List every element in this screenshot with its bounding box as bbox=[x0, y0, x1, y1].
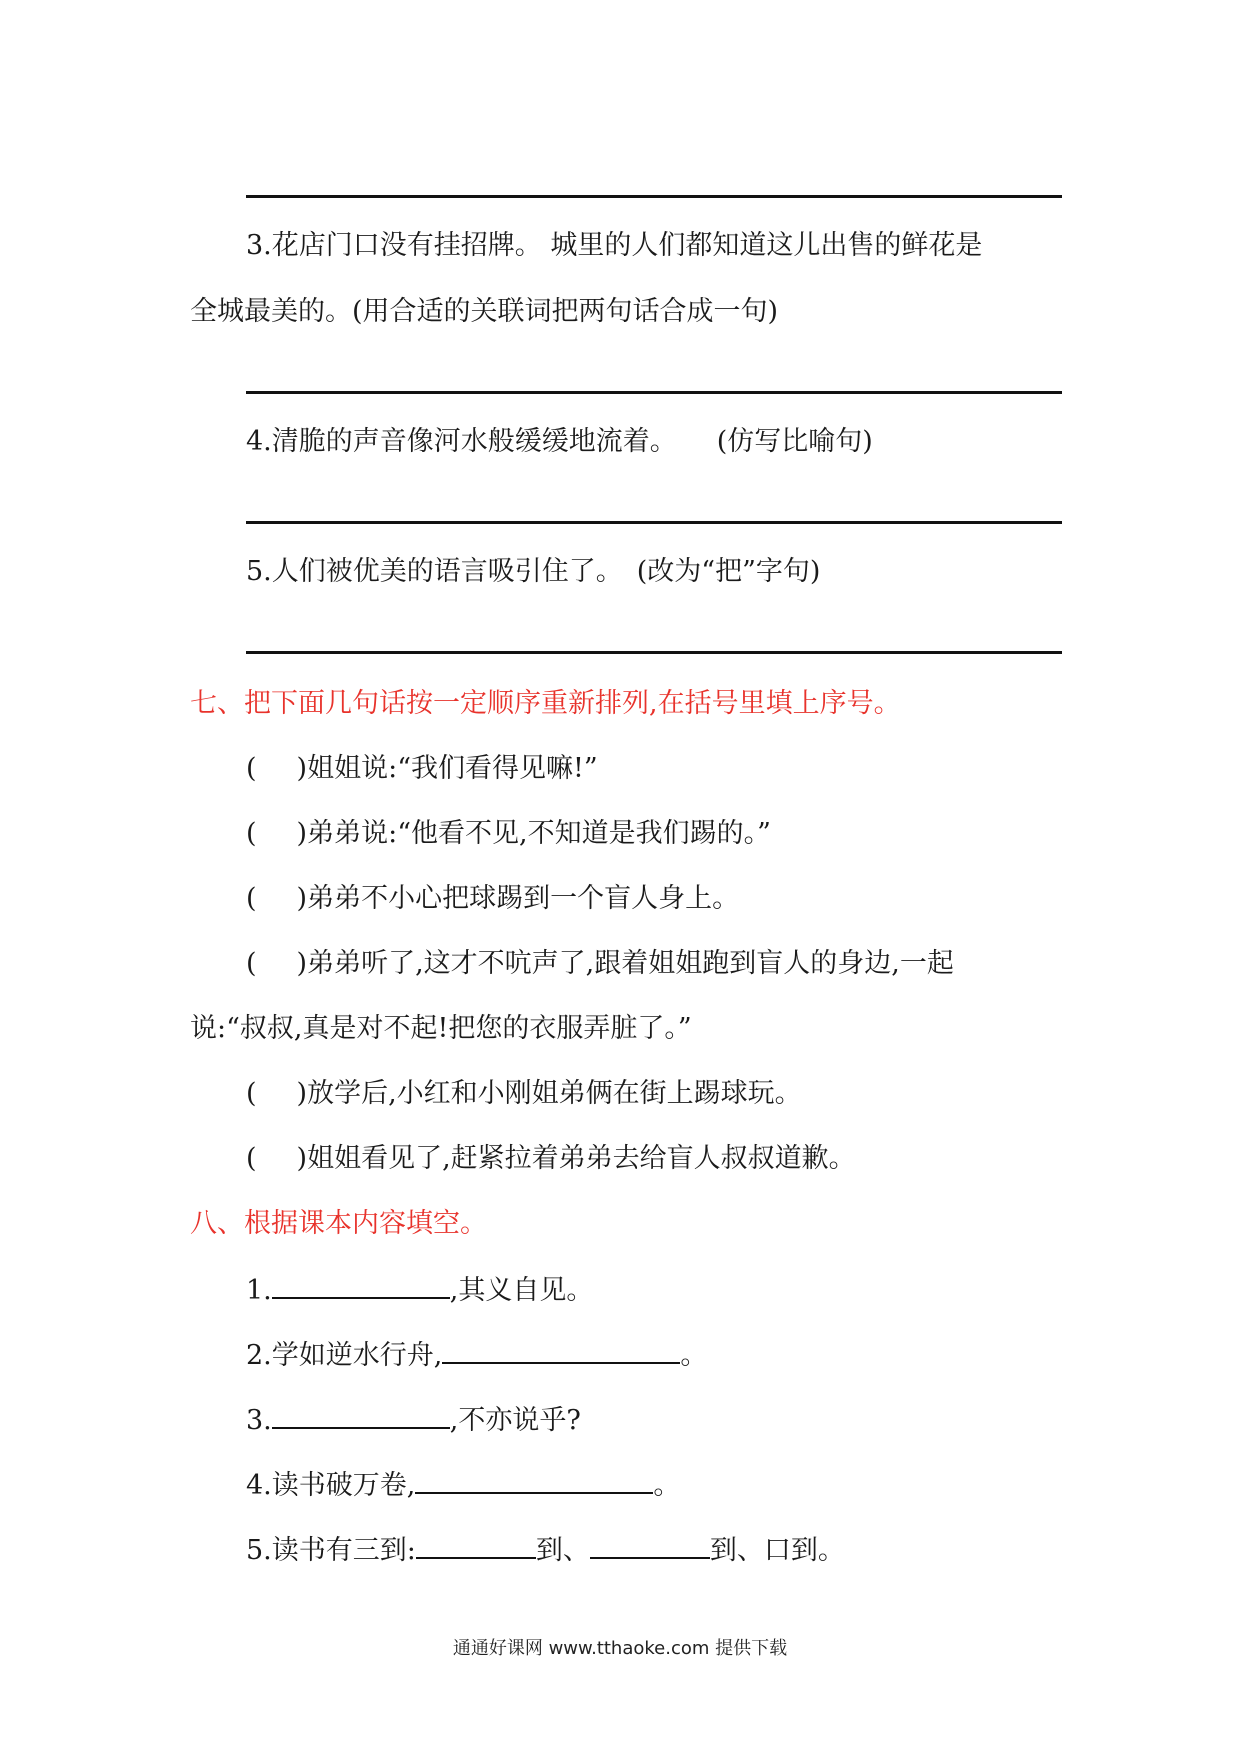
ordering-item-text: 弟弟说:“他看不见,不知道是我们踢的。” bbox=[307, 818, 771, 849]
fill-blank[interactable] bbox=[442, 1336, 680, 1364]
ordering-item-2: ( )弟弟说:“他看不见,不知道是我们踢的。” bbox=[246, 818, 771, 849]
fill-blank[interactable] bbox=[272, 1271, 450, 1299]
answer-line-q2[interactable] bbox=[246, 195, 1062, 198]
question-3-line-1: 3.花店门口没有挂招牌。 城里的人们都知道这儿出售的鲜花是 bbox=[246, 230, 983, 261]
fill-blank[interactable] bbox=[416, 1531, 536, 1559]
section-8-heading: 八、根据课本内容填空。 bbox=[190, 1208, 487, 1239]
fill-question-3: 3. ,不亦说乎? bbox=[246, 1401, 581, 1439]
question-4-hint: (仿写比喻句) bbox=[716, 426, 873, 457]
fill-blank[interactable] bbox=[590, 1531, 710, 1559]
question-4 bbox=[246, 424, 873, 460]
question-5-text: 5.人们被优美的语言吸引住了。 bbox=[246, 556, 623, 587]
section-7-heading: 七、把下面几句话按一定顺序重新排列,在括号里填上序号。 bbox=[190, 688, 901, 719]
ordering-item-text: 姐姐看见了,赶紧拉着弟弟去给盲人叔叔道歉。 bbox=[307, 1143, 856, 1174]
question-4-text: 4.清脆的声音像河水般缓缓地流着。 bbox=[246, 426, 677, 457]
ordering-item-5: ( )放学后,小红和小刚姐弟俩在街上踢球玩。 bbox=[246, 1078, 802, 1109]
fill-question-5: 5.读书有三到: 到、 到、口到。 bbox=[246, 1531, 845, 1569]
fill-question-1: 1. ,其义自见。 bbox=[246, 1271, 593, 1309]
answer-line-q5[interactable] bbox=[246, 651, 1062, 654]
ordering-item-4: ( )弟弟听了,这才不吭声了,跟着姐姐跑到盲人的身边,一起 bbox=[246, 948, 954, 979]
ordering-item-text: 弟弟听了,这才不吭声了,跟着姐姐跑到盲人的身边,一起 bbox=[307, 948, 954, 979]
ordering-item-text: 姐姐说:“我们看得见嘛!” bbox=[307, 753, 598, 784]
ordering-item-1: ( )姐姐说:“我们看得见嘛!” bbox=[246, 753, 598, 784]
ordering-item-text: 弟弟不小心把球踢到一个盲人身上。 bbox=[307, 883, 740, 914]
fill-blank[interactable] bbox=[415, 1466, 653, 1494]
question-5 bbox=[246, 554, 820, 590]
answer-line-q3[interactable] bbox=[246, 391, 1062, 394]
fill-question-4: 4.读书破万卷, 。 bbox=[246, 1466, 680, 1504]
ordering-item-3: ( )弟弟不小心把球踢到一个盲人身上。 bbox=[246, 883, 740, 914]
ordering-item-text: 放学后,小红和小刚姐弟俩在街上踢球玩。 bbox=[307, 1078, 802, 1109]
footer-credit: 通通好课网 www.tthaoke.com 提供下载 bbox=[452, 1638, 788, 1659]
fill-blank[interactable] bbox=[272, 1401, 450, 1429]
ordering-item-4-continuation: 说:“叔叔,真是对不起!把您的衣服弄脏了。” bbox=[190, 1013, 692, 1044]
answer-line-q4[interactable] bbox=[246, 521, 1062, 524]
ordering-item-6: ( )姐姐看见了,赶紧拉着弟弟去给盲人叔叔道歉。 bbox=[246, 1143, 856, 1174]
fill-question-2: 2.学如逆水行舟, 。 bbox=[246, 1336, 707, 1374]
question-3-line-2: 全城最美的。(用合适的关联词把两句话合成一句) bbox=[190, 296, 779, 327]
question-5-hint: (改为“把”字句) bbox=[636, 556, 821, 587]
